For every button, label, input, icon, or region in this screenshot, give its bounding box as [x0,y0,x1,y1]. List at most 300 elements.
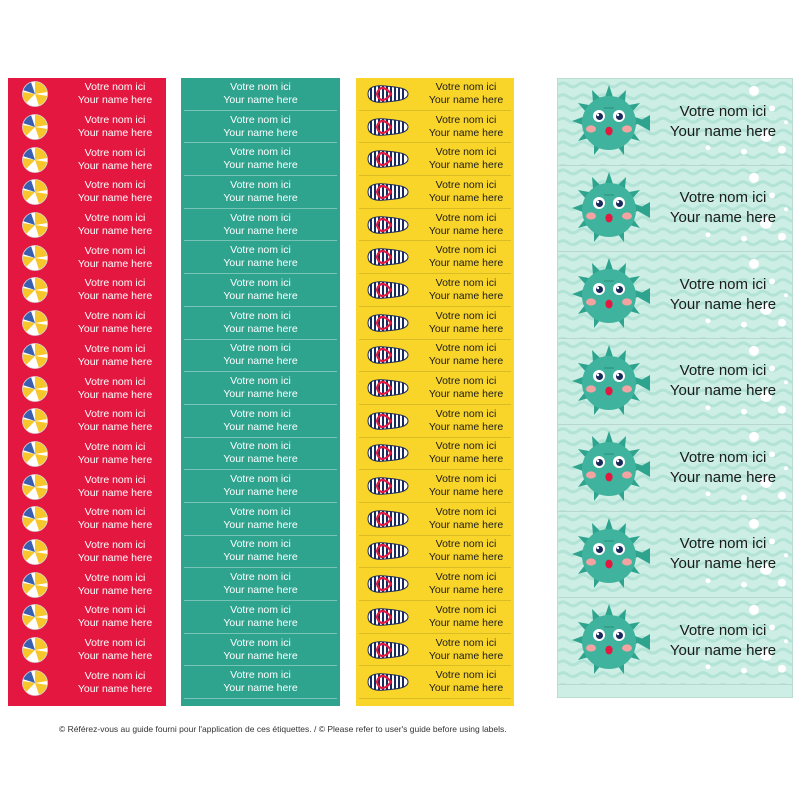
pufferfish-icon [566,258,652,334]
beach-ball-icon [22,147,48,173]
name-label [184,372,337,405]
beach-ball-icon [22,212,48,238]
label-name-fr: Votre nom ici [230,113,291,126]
label-text [184,408,337,434]
name-label [8,78,166,111]
label-text [68,179,162,205]
label-name-en: Your name here [77,650,153,663]
label-text [184,244,337,270]
label-name-fr: Votre nom ici [84,212,146,225]
label-name-en: Your name here [669,382,777,400]
name-label [184,568,337,601]
label-name-fr: Votre nom ici [84,506,146,519]
name-label [184,143,337,176]
label-name-fr: Votre nom ici [230,375,291,388]
name-label [8,111,166,144]
label-name-fr: Votre nom ici [84,538,146,551]
label-name-en: Your name here [77,584,153,597]
label-text [658,188,788,228]
label-text [68,147,162,173]
label-name-en: Your name here [669,122,777,140]
label-name-en: Your name here [428,649,504,662]
label-name-fr: Votre nom ici [679,362,767,380]
label-name-en: Your name here [77,551,153,564]
beach-ball-label-sheet [8,78,166,706]
name-label [184,470,337,503]
pufferfish-icon [566,85,652,161]
label-name-fr: Votre nom ici [84,146,146,159]
label-name-fr: Votre nom ici [435,342,497,355]
label-text [68,506,162,532]
label-name-en: Your name here [428,224,504,237]
beach-ball-icon [22,277,48,303]
label-name-fr: Votre nom ici [84,277,146,290]
beach-ball-icon [22,245,48,271]
label-text [68,277,162,303]
label-name-fr: Votre nom ici [84,114,146,127]
label-text [68,637,162,663]
label-name-en: Your name here [77,421,153,434]
name-label [359,470,511,503]
name-label [184,405,337,438]
pufferfish-icon [566,518,652,594]
label-name-en: Your name here [223,616,298,629]
beach-ball-icon [22,506,48,532]
flip-flop-icon [365,246,411,268]
name-label [8,503,166,536]
label-name-en: Your name here [77,290,153,303]
flip-flop-icon [365,181,411,203]
name-label [558,166,792,253]
label-name-en: Your name here [428,584,504,597]
label-name-fr: Votre nom ici [84,604,146,617]
label-name-en: Your name here [223,682,298,695]
label-name-en: Your name here [77,486,153,499]
label-name-en: Your name here [77,127,153,140]
label-text [68,81,162,107]
name-label [359,176,511,209]
pufferfish-label-sheet [557,78,793,698]
name-label [359,372,511,405]
beach-ball-icon [22,474,48,500]
label-text [184,473,337,499]
label-name-fr: Votre nom ici [84,408,146,421]
label-name-en: Your name here [77,519,153,532]
name-label [359,503,511,536]
name-label [558,339,792,426]
pufferfish-icon [566,345,652,421]
label-name-en: Your name here [428,616,504,629]
label-name-fr: Votre nom ici [230,80,291,93]
label-name-en: Your name here [669,209,777,227]
name-label [8,241,166,274]
label-name-en: Your name here [77,159,153,172]
label-name-en: Your name here [77,323,153,336]
flip-flop-icon [365,442,411,464]
label-name-fr: Votre nom ici [435,276,497,289]
name-label [558,79,792,166]
label-text [658,448,788,488]
label-name-en: Your name here [223,584,298,597]
label-text [184,506,337,532]
label-name-en: Your name here [223,159,298,172]
label-text [184,375,337,401]
name-label [184,438,337,471]
name-label [184,503,337,536]
label-name-fr: Votre nom ici [679,621,767,639]
label-name-fr: Votre nom ici [679,102,767,120]
label-text [419,244,513,270]
label-name-en: Your name here [428,289,504,302]
label-name-fr: Votre nom ici [230,211,291,224]
label-text [68,441,162,467]
label-name-fr: Votre nom ici [435,571,497,584]
label-name-en: Your name here [77,617,153,630]
label-name-fr: Votre nom ici [84,375,146,388]
label-text [419,538,513,564]
name-label [359,78,511,111]
name-label [558,512,792,599]
label-name-en: Your name here [669,295,777,313]
name-label [8,307,166,340]
label-name-en: Your name here [223,257,298,270]
label-name-fr: Votre nom ici [435,80,497,93]
label-name-en: Your name here [428,551,504,564]
label-name-en: Your name here [428,420,504,433]
label-text [419,669,513,695]
name-label [359,634,511,667]
name-label [558,252,792,339]
label-text [419,375,513,401]
flip-flop-icon [365,344,411,366]
footer-note: © Référez-vous au guide fourni pour l'application de ces étiquettes. / © Please refer to user's guide before using labels. [59,724,507,734]
label-name-fr: Votre nom ici [84,440,146,453]
label-text [184,571,337,597]
label-name-en: Your name here [428,453,504,466]
label-name-en: Your name here [77,682,153,695]
label-text [658,102,788,142]
label-text [419,408,513,434]
label-name-en: Your name here [77,355,153,368]
label-text [419,506,513,532]
label-name-en: Your name here [428,682,504,695]
label-name-en: Your name here [223,486,298,499]
label-name-en: Your name here [77,453,153,466]
label-text [68,343,162,369]
flip-flop-icon [365,606,411,628]
name-label [184,176,337,209]
label-name-fr: Votre nom ici [84,244,146,257]
label-name-fr: Votre nom ici [84,310,146,323]
flip-flop-icon [365,312,411,334]
flip-flop-icon [365,148,411,170]
name-label [8,372,166,405]
label-text [184,146,337,172]
label-name-en: Your name here [223,289,298,302]
label-text [68,572,162,598]
name-label [558,598,792,685]
label-name-en: Your name here [428,257,504,270]
label-name-fr: Votre nom ici [84,473,146,486]
label-text [419,212,513,238]
label-name-fr: Votre nom ici [84,637,146,650]
beach-ball-icon [22,539,48,565]
label-text [184,277,337,303]
label-name-en: Your name here [77,257,153,270]
name-label [359,568,511,601]
label-text [68,376,162,402]
label-name-en: Your name here [223,420,298,433]
label-name-fr: Votre nom ici [435,603,497,616]
beach-ball-icon [22,441,48,467]
name-label [558,425,792,512]
label-name-en: Your name here [77,94,153,107]
beach-ball-icon [22,114,48,140]
name-label [8,274,166,307]
name-label [359,405,511,438]
label-name-fr: Votre nom ici [84,81,146,94]
label-name-en: Your name here [428,518,504,531]
label-name-en: Your name here [428,191,504,204]
label-name-fr: Votre nom ici [435,538,497,551]
label-name-fr: Votre nom ici [230,538,291,551]
label-text [658,621,788,661]
label-text [419,342,513,368]
label-name-fr: Votre nom ici [435,440,497,453]
label-text [184,310,337,336]
label-name-fr: Votre nom ici [435,211,497,224]
name-label [359,307,511,340]
label-name-en: Your name here [428,126,504,139]
label-text [68,408,162,434]
label-text [68,114,162,140]
label-name-en: Your name here [223,355,298,368]
label-name-en: Your name here [223,649,298,662]
flip-flop-icon [365,475,411,497]
label-text [658,275,788,315]
flip-flop-icon [365,279,411,301]
label-name-fr: Votre nom ici [435,669,497,682]
label-text [184,81,337,107]
name-label [8,634,166,667]
label-name-fr: Votre nom ici [435,113,497,126]
name-label [359,241,511,274]
name-label [359,209,511,242]
flip-flop-icon [365,671,411,693]
label-text [419,310,513,336]
label-name-en: Your name here [669,555,777,573]
label-name-en: Your name here [77,388,153,401]
label-text [419,473,513,499]
flip-flop-label-sheet [356,78,514,706]
beach-ball-icon [22,310,48,336]
label-name-en: Your name here [77,192,153,205]
label-text [419,81,513,107]
name-label [184,666,337,699]
name-label [184,634,337,667]
label-text [658,534,788,574]
label-name-en: Your name here [428,322,504,335]
name-label [359,274,511,307]
name-label [359,438,511,471]
name-label [8,405,166,438]
label-text [68,604,162,630]
label-text [419,114,513,140]
label-name-fr: Votre nom ici [435,375,497,388]
label-name-fr: Votre nom ici [679,448,767,466]
label-name-en: Your name here [428,93,504,106]
label-name-fr: Votre nom ici [230,603,291,616]
label-name-en: Your name here [77,225,153,238]
name-label [8,143,166,176]
label-name-fr: Votre nom ici [230,636,291,649]
beach-ball-icon [22,179,48,205]
flip-flop-icon [365,214,411,236]
label-text [658,361,788,401]
name-label [184,601,337,634]
label-name-en: Your name here [428,486,504,499]
name-label [8,438,166,471]
beach-ball-icon [22,670,48,696]
label-name-fr: Votre nom ici [230,571,291,584]
name-label [184,209,337,242]
name-label [8,209,166,242]
label-name-fr: Votre nom ici [230,669,291,682]
name-label [8,176,166,209]
label-name-en: Your name here [223,224,298,237]
label-name-fr: Votre nom ici [230,309,291,322]
label-name-en: Your name here [428,159,504,172]
label-name-en: Your name here [669,641,777,659]
beach-ball-icon [22,408,48,434]
flip-flop-icon [365,573,411,595]
label-name-fr: Votre nom ici [679,535,767,553]
flip-flop-icon [365,540,411,562]
label-name-fr: Votre nom ici [435,178,497,191]
label-name-fr: Votre nom ici [84,669,146,682]
label-name-fr: Votre nom ici [84,342,146,355]
name-label [359,143,511,176]
label-name-fr: Votre nom ici [230,276,291,289]
label-text [68,474,162,500]
label-text [68,245,162,271]
label-name-en: Your name here [223,551,298,564]
label-name-en: Your name here [223,518,298,531]
flip-flop-icon [365,116,411,138]
name-label [184,536,337,569]
label-name-fr: Votre nom ici [435,407,497,420]
flip-flop-icon [365,639,411,661]
name-label [359,666,511,699]
label-name-fr: Votre nom ici [230,505,291,518]
label-name-fr: Votre nom ici [230,178,291,191]
beach-ball-icon [22,343,48,369]
name-label [8,601,166,634]
label-name-en: Your name here [223,388,298,401]
label-name-fr: Votre nom ici [435,309,497,322]
label-text [68,310,162,336]
label-text [419,179,513,205]
name-label [8,536,166,569]
label-text [419,571,513,597]
label-text [184,440,337,466]
label-name-fr: Votre nom ici [679,275,767,293]
pufferfish-icon [566,604,652,680]
name-label [184,78,337,111]
name-label [8,340,166,373]
name-label [359,601,511,634]
flip-flop-icon [365,377,411,399]
label-text [184,179,337,205]
teal-label-sheet [181,78,340,706]
pufferfish-icon [566,172,652,248]
label-name-fr: Votre nom ici [230,473,291,486]
label-name-fr: Votre nom ici [230,342,291,355]
label-text [184,669,337,695]
name-label [184,340,337,373]
label-text [419,440,513,466]
label-text [419,277,513,303]
label-name-fr: Votre nom ici [230,407,291,420]
label-name-en: Your name here [428,355,504,368]
label-name-fr: Votre nom ici [230,440,291,453]
label-name-fr: Votre nom ici [84,571,146,584]
label-name-en: Your name here [669,468,777,486]
label-name-fr: Votre nom ici [230,146,291,159]
label-text [184,604,337,630]
label-name-fr: Votre nom ici [230,244,291,257]
name-label [8,568,166,601]
label-name-en: Your name here [223,322,298,335]
name-label [8,470,166,503]
label-text [184,212,337,238]
label-text [419,637,513,663]
name-label [359,111,511,144]
label-name-fr: Votre nom ici [435,244,497,257]
beach-ball-icon [22,637,48,663]
label-text [68,212,162,238]
beach-ball-icon [22,604,48,630]
beach-ball-icon [22,572,48,598]
label-name-en: Your name here [223,453,298,466]
label-name-en: Your name here [223,93,298,106]
label-name-fr: Votre nom ici [84,179,146,192]
label-name-en: Your name here [223,126,298,139]
beach-ball-icon [22,376,48,402]
name-label [184,307,337,340]
label-name-fr: Votre nom ici [435,146,497,159]
flip-flop-icon [365,508,411,530]
label-name-fr: Votre nom ici [435,505,497,518]
label-text [68,539,162,565]
label-name-fr: Votre nom ici [435,636,497,649]
label-text [184,538,337,564]
label-text [419,604,513,630]
name-label [184,111,337,144]
flip-flop-icon [365,410,411,432]
name-label [184,274,337,307]
label-text [184,637,337,663]
flip-flop-icon [365,83,411,105]
beach-ball-icon [22,81,48,107]
label-name-fr: Votre nom ici [435,473,497,486]
name-label [359,340,511,373]
label-text [184,114,337,140]
name-label [359,536,511,569]
label-text [68,670,162,696]
label-text [184,342,337,368]
name-label [184,241,337,274]
